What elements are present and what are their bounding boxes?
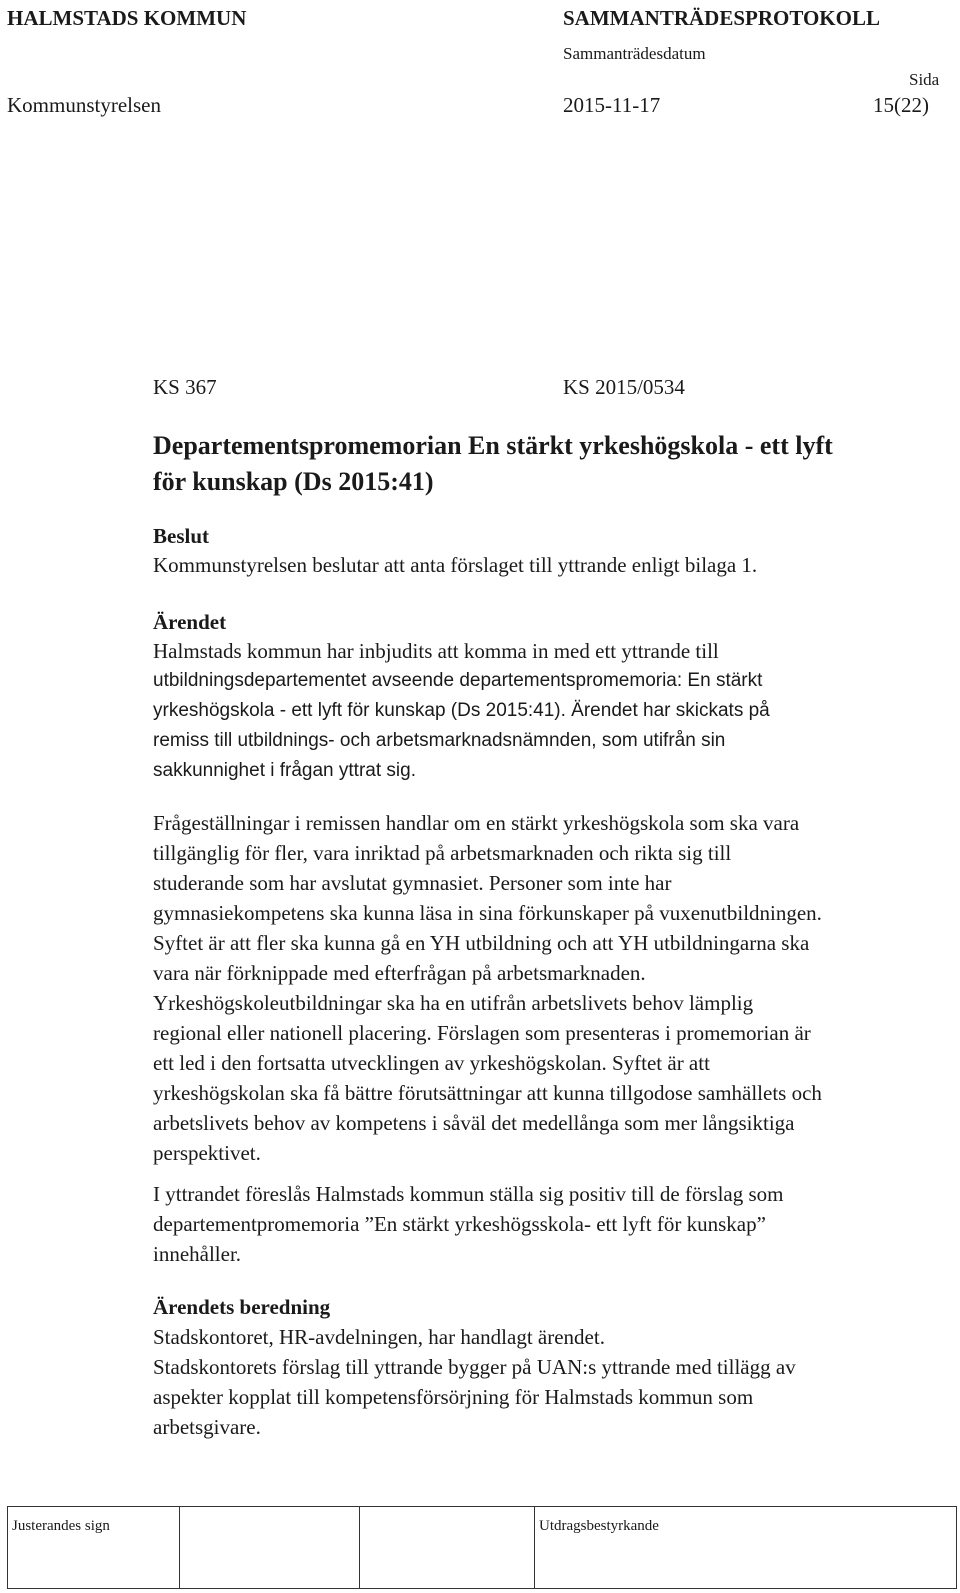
arendet-line: utbildningsdepartementet avseende departementspromemoria: En stärkt: [153, 670, 763, 691]
signature-cell: [180, 1507, 360, 1588]
title-line: för kunskap (Ds 2015:41): [153, 467, 434, 496]
beredning-line: arbetsgivare.: [153, 1415, 261, 1439]
justerandes-sign-cell: [8, 1507, 180, 1588]
signature-table: [7, 1506, 957, 1589]
arendet-line: Halmstads kommun har inbjudits att komma in med ett yttrande till: [153, 639, 719, 663]
title-line: Departementspromemorian En stärkt yrkeshögskola - ett lyft: [153, 431, 833, 460]
paragraph-line: departementpromemoria ”En stärkt yrkeshögsskola- ett lyft för kunskap”: [153, 1212, 766, 1236]
arendet-heading: Ärendet: [153, 610, 227, 634]
arendet-line: remiss till utbildnings- och arbetsmarknadsnämnden, som utifrån sin: [153, 730, 726, 751]
signature-cell: [360, 1507, 535, 1588]
page-number: 15(22): [873, 93, 929, 117]
paragraph-line: Frågeställningar i remissen handlar om en stärkt yrkeshögskola som ska vara: [153, 811, 800, 835]
paragraph-line: vara när förknippade med efterfrågan på arbetsmarknaden.: [153, 961, 646, 985]
paragraph-line: tillgänglig för fler, vara inriktad på arbetsmarknaden och rikta sig till: [153, 841, 732, 865]
fragestallningar-paragraph: [153, 808, 953, 1168]
paragraph-line: perspektivet.: [153, 1141, 261, 1165]
paragraph-line: I yttrandet föreslås Halmstads kommun ställa sig positiv till de förslag som: [153, 1182, 784, 1206]
beredning-line: aspekter kopplat till kompetensförsörjning för Halmstads kommun som: [153, 1385, 754, 1409]
page-label: Sida: [909, 70, 940, 89]
paragraph-line: arbetslivets behov av kompetens i såväl det medellånga som mer långsiktiga: [153, 1111, 795, 1135]
paragraph-line: yrkeshögskolan ska få bättre förutsättningar att kunna tillgodose samhällets och: [153, 1081, 822, 1105]
paragraph-line: studerande som har avslutat gymnasiet. Personer som inte har: [153, 871, 672, 895]
beredning-line: Stadskontorets förslag till yttrande bygger på UAN:s yttrande med tillägg av: [153, 1355, 796, 1379]
paragraph-line: ett led i den fortsatta utvecklingen av yrkeshögskolan. Syftet är att: [153, 1051, 710, 1075]
arendet-line: sakkunnighet i frågan yttrat sig.: [153, 760, 416, 781]
beredning-line: Stadskontoret, HR-avdelningen, har handlagt ärendet.: [153, 1325, 605, 1349]
paragraph-line: Yrkeshögskoleutbildningar ska ha en utifrån arbetslivets behov lämplig: [153, 991, 754, 1015]
document-type: SAMMANTRÄDESPROTOKOLL: [563, 6, 880, 30]
beredning-heading: Ärendets beredning: [153, 1295, 331, 1319]
beslut-heading: Beslut: [153, 524, 210, 548]
paragraph-line: gymnasiekompetens ska kunna läsa in sina förkunskaper på vuxenutbildningen.: [153, 901, 822, 925]
committee-name: Kommunstyrelsen: [7, 93, 161, 117]
beslut-section: [153, 524, 953, 580]
justerandes-sign-label: Justerandes sign: [12, 1518, 110, 1534]
paragraph-line: regional eller nationell placering. Förslagen som presenteras i promemorian är: [153, 1021, 811, 1045]
arendet-section: [153, 608, 953, 786]
diary-number: KS 2015/0534: [563, 375, 685, 399]
case-number: KS 367: [153, 375, 217, 399]
paragraph-line: Syftet är att fler ska kunna gå en YH utbildning och att YH utbildningarna ska: [153, 931, 810, 955]
page-title: [153, 428, 953, 500]
meeting-date: 2015-11-17: [563, 93, 661, 117]
yttrandet-paragraph: [153, 1179, 953, 1269]
beredning-section: [153, 1292, 953, 1442]
beslut-text: Kommunstyrelsen beslutar att anta förslaget till yttrande enligt bilaga 1.: [153, 553, 758, 577]
meeting-date-label: Sammanträdesdatum: [563, 44, 706, 63]
utdragsbestyrkande-cell: [535, 1507, 958, 1588]
paragraph-line: innehåller.: [153, 1242, 242, 1266]
municipality-name: HALMSTADS KOMMUN: [7, 6, 247, 30]
utdragsbestyrkande-label: Utdragsbestyrkande: [539, 1518, 659, 1534]
arendet-line: yrkeshögskola - ett lyft för kunskap (Ds 2015:41). Ärendet har skickats på: [153, 700, 770, 721]
